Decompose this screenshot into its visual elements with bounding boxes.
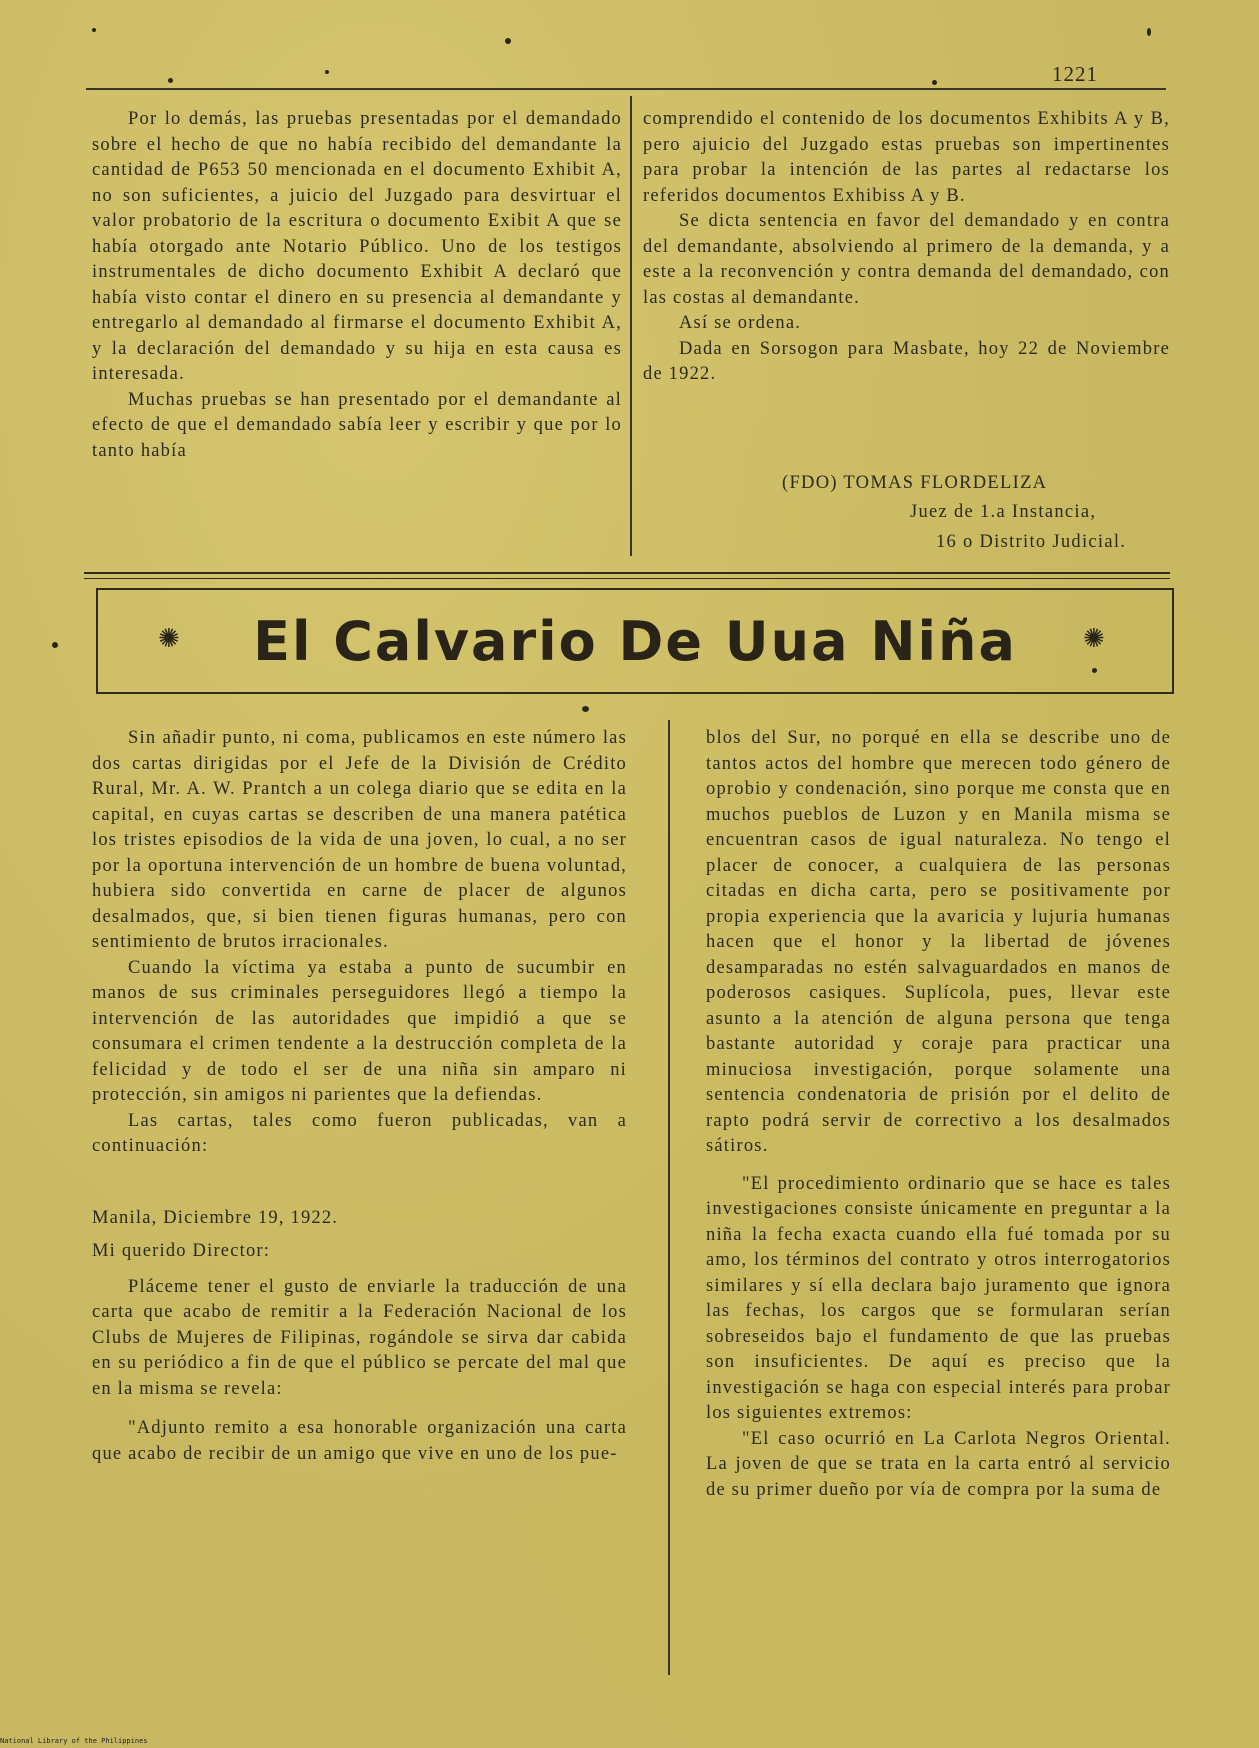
headline: El Calvario De Uua Niña xyxy=(253,610,1017,673)
ink-speck xyxy=(1147,28,1151,36)
ink-speck xyxy=(325,70,329,74)
signature-title: Juez de 1.a Instancia, xyxy=(910,502,1097,522)
page-number: 1221 xyxy=(1052,62,1098,86)
library-footer: National Library of the Philippines xyxy=(0,1737,148,1745)
ink-speck xyxy=(505,38,511,44)
lower-left-column xyxy=(92,726,627,1467)
ink-speck xyxy=(52,642,58,648)
letter-paragraph: Pláceme tener el gusto de enviarle la traducción de una carta que acabo de remitir a la Federación Nacional de los Clubs de Mujeres de Filipinas, rogándole se sirva dar cabida en su periódico a fin de que el público se percate del mal que en la misma se revela: xyxy=(92,1276,627,1399)
section-rule xyxy=(84,578,1170,579)
upper-left-column xyxy=(92,107,622,464)
top-rule xyxy=(86,88,1166,90)
paragraph: Las cartas, tales como fueron publicadas, van a continuación: xyxy=(92,1110,627,1156)
headline-box xyxy=(96,588,1174,694)
paragraph: Sin añadir punto, ni coma, publicamos en este número las dos cartas dirigidas por el Jefe de la División de Crédito Rural, Mr. A. W. Prantch a un colega diario que se edita en la capital, en cuyas cartas se describen de una manera patética los tristes episodios de la vida de una joven, lo cual, a no ser por la oportuna intervención de un hombre de buena voluntad, hubiera sido convertida en carne de placer de algunos desalmados, que, si bien tienen figuras humanas, pero con sentimiento de brutos irracionales. xyxy=(92,728,627,952)
paragraph: Cuando la víctima ya estaba a punto de sucumbir en manos de sus criminales perseguidores llegó a tiempo la intervención de las autoridades que impidió a que se consumara el crimen tendente a la destrucción completa de la felicidad y de todo el ser de una niña sin amparo ni protección, sin amigos ni parientes que la defiendas. xyxy=(92,957,627,1105)
letter-date: Manila, Diciembre 19, 1922. xyxy=(92,1207,339,1228)
ink-speck xyxy=(582,706,589,712)
signature-district: 16 o Distrito Judicial. xyxy=(936,532,1127,552)
paragraph: "El caso ocurrió en La Carlota Negros Oriental. La joven de que se trata en la carta entró al servicio de su primer dueño por vía de compra por la suma de xyxy=(706,1428,1171,1500)
ink-speck xyxy=(168,78,173,83)
ink-speck xyxy=(92,28,96,32)
column-divider xyxy=(630,96,632,556)
paragraph: blos del Sur, no porqué en ella se describe uno de tantos actos del hombre que merecen todo género de oprobio y condenación, sino porque me consta que en muchos pueblos de Luzon y en Manila misma se encuentran casos de igual naturaleza. No tengo el placer de conocer, a cualquiera de las personas citadas en dicha carta, pero se positivamente por propia experiencia que la avaricia y lujuria humanas hacen que el honor y la libertad de jóvenes desamparadas no estén salvaguardados en manos de poderosos casiques. Suplícola, pues, llevar este asunto a la atención de alguna persona que tenga bastante autoridad y coraje para practicar una minuciosa investigación, porque solamente una sentencia condenatoria de prisión por el delito de rapto podrá servir de correctivo a los desalmados sátiros. xyxy=(706,728,1171,1156)
flower-ornament-icon: ✺ xyxy=(158,624,180,653)
paragraph: Dada en Sorsogon para Masbate, hoy 22 de Noviembre de 1922. xyxy=(643,338,1170,384)
paragraph: Por lo demás, las pruebas presentadas por el demandado sobre el hecho de que no había recibido del demandante la cantidad de P653 50 mencionada en el documento Exhibit A, no son suficientes, a juicio del Juzgado para desvirtuar el valor probatorio de la escritura o documento Exibit A que se había otorgado ante Notario Público. Uno de los testigos instrumentales de dicho documento Exhibit A declaró que había visto contar el dinero en su presencia al demandante y entregarlo al demandado al firmarse el documento Exhibit A, y la declaración del demandado y su hija en esta causa es interesada. xyxy=(92,109,622,384)
ink-speck xyxy=(932,80,937,85)
paragraph: Así se ordena. xyxy=(679,313,802,333)
signature-name: (FDO) TOMAS FLORDELIZA xyxy=(782,473,1048,493)
section-rule xyxy=(84,572,1170,574)
lower-right-column xyxy=(706,726,1171,1503)
paragraph: Se dicta sentencia en favor del demandado y en contra del demandante, absolviendo al primero de la demanda, y a este a la reconvención y contra demanda del demandado, con las costas al demandante. xyxy=(643,211,1170,308)
upper-right-column xyxy=(643,107,1170,388)
salutation: Mi querido Director: xyxy=(92,1241,271,1261)
column-divider xyxy=(668,720,670,1675)
flower-ornament-icon: ✺ xyxy=(1083,624,1105,653)
paragraph: "El procedimiento ordinario que se hace es tales investigaciones consiste únicamente en preguntar a la niña la fecha exacta cuando ella fué tomada por su amo, los términos del contrato y otros interrogatorios similares y sí ella declara bajo juramento que ignora las fechas, los cargos que se formularan serían sobreseidos bajo el fundamento de que las pruebas son insuficientes. De aquí es preciso que la investigación se haga con especial interés para probar los siguientes extremos: xyxy=(706,1173,1171,1423)
paragraph: Muchas pruebas se han presentado por el demandante al efecto de que el demandado sabía leer y escribir y que por lo tanto había xyxy=(92,389,622,461)
letter-paragraph: "Adjunto remito a esa honorable organización una carta que acabo de recibir de un amigo que vive en uno de los pue- xyxy=(92,1418,627,1464)
paragraph: comprendido el contenido de los documentos Exhibits A y B, pero ajuicio del Juzgado estas pruebas son impertinentes para probar la intención de las partes al redactarse los referidos documentos Exhibiss A y B. xyxy=(643,109,1170,206)
